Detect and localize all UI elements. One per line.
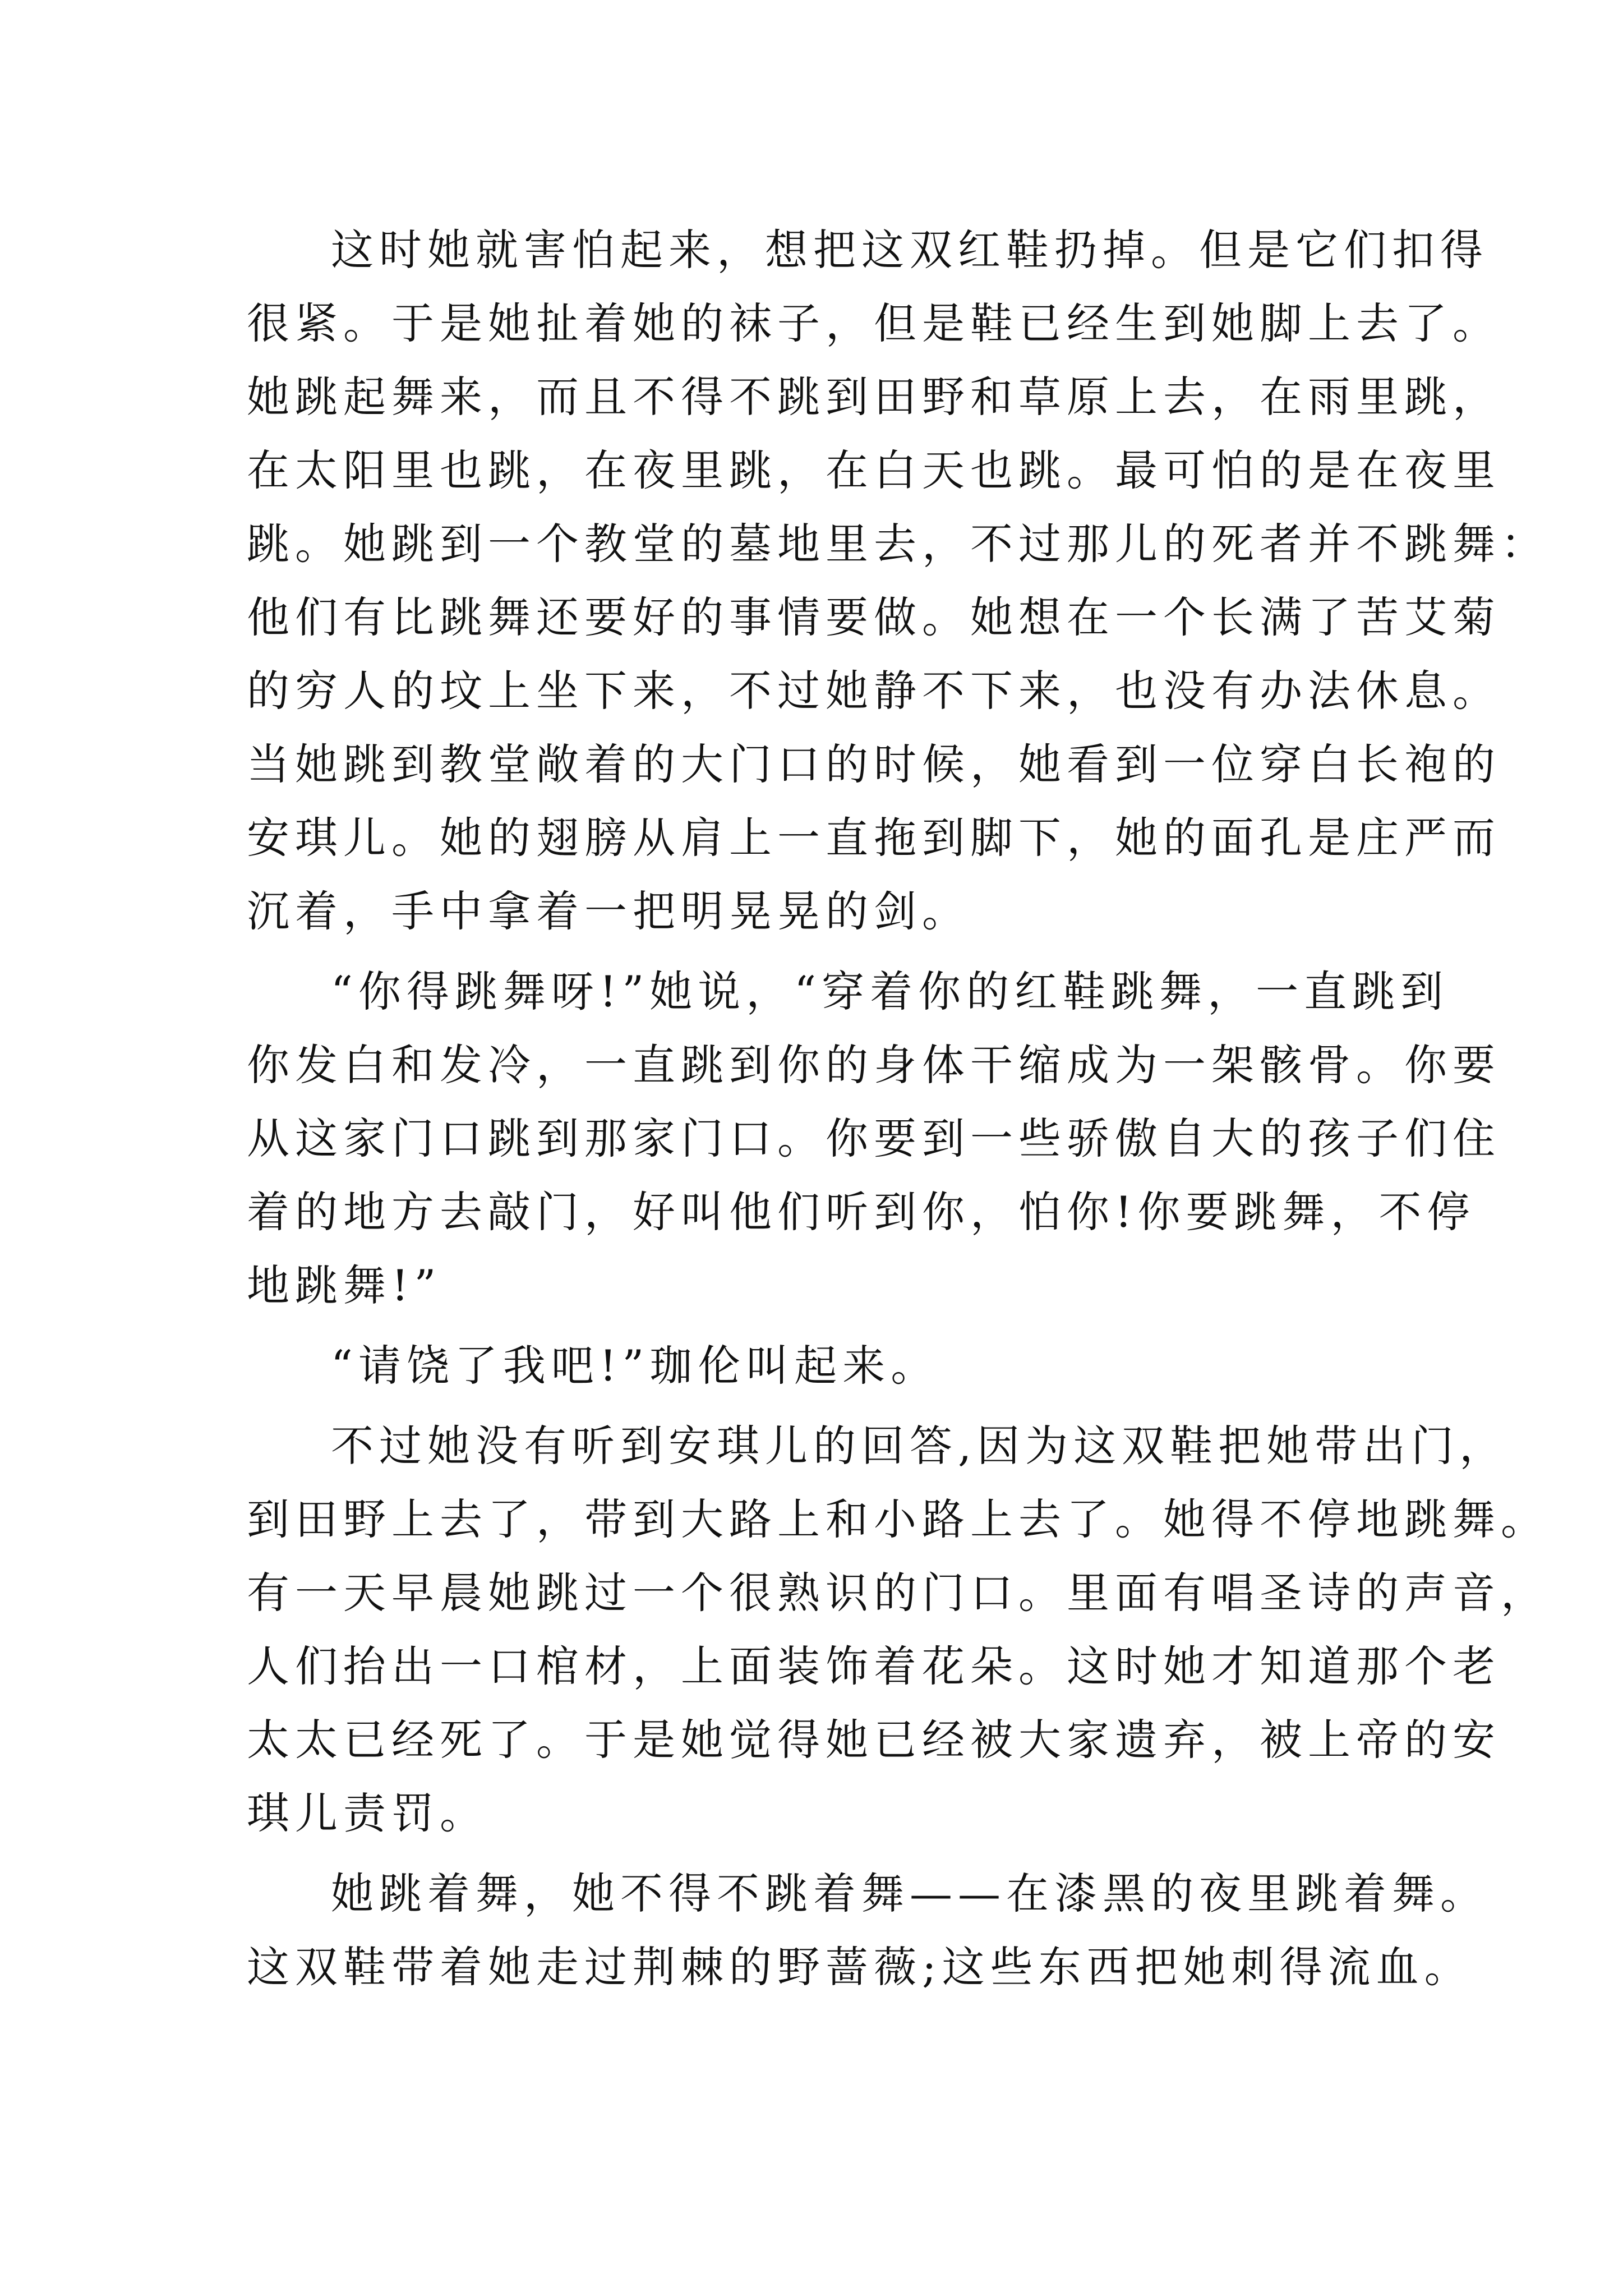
text-line: 很紧。于是她扯着她的袜子，但是鞋已经生到她脚上去了。 [247, 298, 1501, 348]
text-line: 在太阳里也跳，在夜里跳，在白天也跳。最可怕的是在夜里 [247, 445, 1501, 495]
text-line: 她跳着舞，她不得不跳着舞——在漆黑的夜里跳着舞。 [331, 1869, 1488, 1918]
paragraph-3 [247, 1329, 1380, 1402]
text-line: 有一天早晨她跳过一个很熟识的门口。里面有唱圣诗的声音， [247, 1568, 1549, 1618]
paragraph-1 [247, 213, 1549, 948]
text-line: 从这家门口跳到那家门口。你要到一些骄傲自大的孩子们住 [247, 1114, 1501, 1163]
text-line: 跳。她跳到一个教堂的墓地里去，不过那儿的死者并不跳舞： [247, 519, 1549, 569]
text-line: “请饶了我吧!”珈伦叫起来。 [331, 1341, 939, 1391]
text-line: 安琪儿。她的翅膀从肩上一直拖到脚下，她的面孔是庄严而 [247, 813, 1501, 863]
paragraph-2 [247, 955, 1501, 1322]
text-line: 你发白和发冷，一直跳到你的身体干缩成为一架骸骨。你要 [247, 1040, 1501, 1090]
text-line: 地跳舞!” [247, 1260, 442, 1310]
text-line: 这双鞋带着她走过荆棘的野蔷薇;这些东西把她刺得流血。 [247, 1942, 1473, 1992]
text-line: 的穷人的坟上坐下来，不过她静不下来，也没有办法休息。 [247, 666, 1501, 716]
paragraph-4 [247, 1409, 1549, 1850]
text-line: 她跳起舞来，而且不得不跳到田野和草原上去，在雨里跳， [247, 372, 1501, 422]
text-line: 沉着，手中拿着一把明晃晃的剑。 [247, 886, 970, 936]
text-line: 琪儿责罚。 [247, 1788, 488, 1838]
text-line: 太太已经死了。于是她觉得她已经被大家遗弃，被上帝的安 [247, 1715, 1501, 1765]
text-line: 当她跳到教堂敞着的大门口的时候，她看到一位穿白长袍的 [247, 739, 1501, 789]
text-line: “你得跳舞呀!”她说，“穿着你的红鞋跳舞，一直跳到 [331, 967, 1449, 1016]
text-line: 人们抬出一口棺材，上面装饰着花朵。这时她才知道那个老 [247, 1641, 1501, 1691]
text-line: 着的地方去敲门，好叫他们听到你，怕你!你要跳舞，不停 [247, 1187, 1476, 1237]
document-body [247, 213, 1549, 2004]
text-line: 到田野上去了，带到大路上和小路上去了。她得不停地跳舞。 [247, 1494, 1549, 1544]
text-line: 这时她就害怕起来，想把这双红鞋扔掉。但是它们扣得 [331, 225, 1488, 275]
text-line: 不过她没有听到安琪儿的回答,因为这双鞋把她带出门， [331, 1421, 1508, 1471]
paragraph-5 [247, 1857, 1488, 2004]
text-line: 他们有比跳舞还要好的事情要做。她想在一个长满了苦艾菊 [247, 592, 1501, 642]
